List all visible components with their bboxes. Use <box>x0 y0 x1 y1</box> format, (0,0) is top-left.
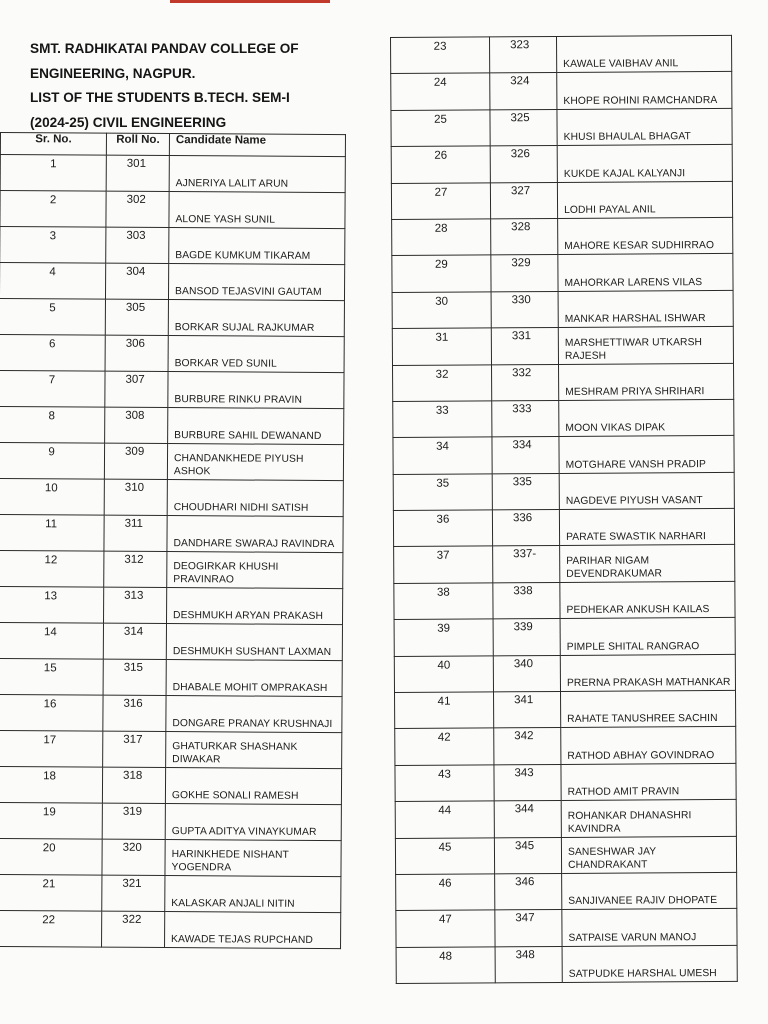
roll-no-cell: 304 <box>105 263 168 299</box>
table-row <box>0 478 343 516</box>
sr-no-cell: 46 <box>396 874 495 911</box>
roll-no-cell: 320 <box>102 839 165 875</box>
candidate-name-cell: LODHI PAYAL ANIL <box>557 181 732 218</box>
candidate-name-cell: ALONE YASH SUNIL <box>169 192 345 229</box>
sr-no-cell: 32 <box>393 364 492 401</box>
table-row <box>393 508 734 546</box>
table-row <box>391 35 732 73</box>
candidate-name-cell: BANSOD TEJASVINI GAUTAM <box>168 264 344 301</box>
sr-no-cell: 2 <box>0 191 106 228</box>
table-row <box>0 550 343 588</box>
table-row <box>394 545 735 583</box>
candidate-name-cell: KUKDE KAJAL KALYANJI <box>557 145 732 182</box>
roll-no-cell: 322 <box>102 911 165 947</box>
roll-no-cell: 339 <box>493 619 560 656</box>
table-row <box>0 406 344 444</box>
candidate-name-cell: BURBURE SAHIL DEWANAND <box>168 408 344 445</box>
table-row <box>0 802 341 840</box>
sr-no-cell: 40 <box>394 656 493 693</box>
student-table-left <box>0 132 346 949</box>
roll-no-cell: 340 <box>493 655 560 692</box>
sr-no-cell: 4 <box>0 263 106 300</box>
roll-no-cell: 333 <box>492 400 559 437</box>
candidate-name-cell: MAHORE KESAR SUDHIRRAO <box>558 217 733 254</box>
roll-no-cell: 331 <box>491 328 558 365</box>
candidate-name-cell: RATHOD AMIT PRAVIN <box>561 763 736 800</box>
header-sr-no: Sr. No. <box>0 133 106 156</box>
sr-no-cell: 43 <box>395 765 494 802</box>
roll-no-cell: 336 <box>492 510 559 547</box>
candidate-name-cell: DEOGIRKAR KHUSHI PRAVINRAO <box>167 552 343 589</box>
table-row <box>395 727 736 765</box>
sr-no-cell: 16 <box>0 694 103 731</box>
sr-no-cell: 38 <box>394 583 493 620</box>
candidate-name-cell: DHABALE MOHIT OMPRAKASH <box>166 660 342 697</box>
table-row <box>391 181 732 219</box>
table-row <box>394 618 735 656</box>
sr-no-cell: 1 <box>0 155 106 192</box>
table-row <box>0 227 345 265</box>
sr-no-cell: 8 <box>0 406 105 443</box>
table-row <box>0 514 343 552</box>
sr-no-cell: 17 <box>0 730 103 767</box>
candidate-name-cell: KAWALE VAIBHAV ANIL <box>556 35 731 72</box>
table-row <box>0 155 345 193</box>
roll-no-cell: 329 <box>491 255 558 292</box>
candidate-name-cell: SATPAISE VARUN MANOJ <box>562 909 737 946</box>
sr-no-cell: 25 <box>391 110 490 147</box>
roll-no-cell: 310 <box>104 479 167 515</box>
sr-no-cell: 23 <box>391 37 490 74</box>
sr-no-cell: 31 <box>392 328 491 365</box>
page-edge-stripe <box>170 0 330 3</box>
sr-no-cell: 30 <box>392 292 491 329</box>
candidate-name-cell: BURBURE RINKU PRAVIN <box>168 372 344 409</box>
table-row <box>395 763 736 801</box>
sr-no-cell: 24 <box>391 73 490 110</box>
sr-no-cell: 20 <box>0 838 102 875</box>
student-table-right <box>390 35 738 984</box>
sr-no-cell: 6 <box>0 334 105 371</box>
roll-no-cell: 314 <box>103 623 166 659</box>
sr-no-cell: 18 <box>0 766 103 803</box>
candidate-name-cell: RATHOD ABHAY GOVINDRAO <box>561 727 736 764</box>
table-row <box>391 108 732 146</box>
sr-no-cell: 48 <box>396 947 495 984</box>
candidate-name-cell: PEDHEKAR ANKUSH KAILAS <box>560 581 735 618</box>
candidate-name-cell: MOON VIKAS DIPAK <box>559 399 734 436</box>
table-row <box>393 436 734 474</box>
roll-no-cell: 330 <box>491 291 558 328</box>
table-row <box>0 334 344 372</box>
candidate-name-cell: DESHMUKH SUSHANT LAXMAN <box>166 624 342 661</box>
candidate-name-cell: HARINKHEDE NISHANT YOGENDRA <box>165 840 341 877</box>
roll-no-cell: 341 <box>494 692 561 729</box>
roll-no-cell: 302 <box>106 191 169 227</box>
college-name-line-1: SMT. RADHIKATAI PANDAV COLLEGE OF <box>30 41 299 56</box>
sr-no-cell: 35 <box>393 474 492 511</box>
sr-no-cell: 42 <box>395 728 494 765</box>
roll-no-cell: 324 <box>490 73 557 110</box>
sr-no-cell: 12 <box>0 550 104 587</box>
candidate-name-cell: GHATURKAR SHASHANK DIWAKAR <box>166 732 342 769</box>
candidate-name-cell: NAGDEVE PIYUSH VASANT <box>559 472 734 509</box>
sr-no-cell: 45 <box>395 837 494 874</box>
candidate-name-cell: AJNERIYA LALIT ARUN <box>169 156 345 193</box>
candidate-name-cell: KHOPE ROHINI RAMCHANDRA <box>557 72 732 109</box>
roll-no-cell: 345 <box>494 837 561 874</box>
candidate-name-cell: BORKAR SUJAL RAJKUMAR <box>168 300 344 337</box>
candidate-name-cell: DANDHARE SWARAJ RAVINDRA <box>167 516 343 553</box>
table-row <box>395 800 736 838</box>
roll-no-cell: 305 <box>105 299 168 335</box>
table-row <box>0 838 341 876</box>
table-row <box>396 872 737 910</box>
roll-no-cell: 344 <box>494 801 561 838</box>
table-row <box>392 327 733 365</box>
table-row <box>394 654 735 692</box>
sr-no-cell: 15 <box>0 658 103 695</box>
table-row <box>393 472 734 510</box>
table-row <box>0 694 342 732</box>
roll-no-cell: 323 <box>490 36 557 73</box>
roll-no-cell: 343 <box>494 764 561 801</box>
sr-no-cell: 11 <box>0 514 104 551</box>
candidate-name-cell: MESHRAM PRIYA SHRIHARI <box>559 363 734 400</box>
roll-no-cell: 318 <box>102 767 165 803</box>
sr-no-cell: 13 <box>0 586 104 623</box>
sr-no-cell: 29 <box>392 255 491 292</box>
roll-no-cell: 312 <box>104 551 167 587</box>
candidate-name-cell: DONGARE PRANAY KRUSHNAJI <box>166 696 342 733</box>
roll-no-cell: 342 <box>494 728 561 765</box>
roll-no-cell: 335 <box>492 473 559 510</box>
candidate-name-cell: BORKAR VED SUNIL <box>168 336 344 373</box>
sr-no-cell: 33 <box>393 401 492 438</box>
table-row <box>392 217 733 255</box>
roll-no-cell: 307 <box>105 371 168 407</box>
roll-no-cell: 325 <box>490 109 557 146</box>
table-row <box>0 263 345 301</box>
candidate-name-cell: KAWADE TEJAS RUPCHAND <box>165 912 341 949</box>
roll-no-cell: 321 <box>102 875 165 911</box>
roll-no-cell: 317 <box>103 731 166 767</box>
sr-no-cell: 14 <box>0 622 104 659</box>
candidate-name-cell: SANJIVANEE RAJIV DHOPATE <box>562 872 737 909</box>
roll-no-cell: 315 <box>103 659 166 695</box>
candidate-name-cell: CHOUDHARI NIDHI SATISH <box>167 480 343 517</box>
candidate-name-cell: PIMPLE SHITAL RANGRAO <box>560 618 735 655</box>
roll-no-cell: 301 <box>106 155 169 191</box>
roll-no-cell: 326 <box>490 146 557 183</box>
roll-no-cell: 348 <box>495 946 562 983</box>
table-row <box>0 766 342 804</box>
table-row <box>392 290 733 328</box>
header-roll-no: Roll No. <box>106 133 169 155</box>
sr-no-cell: 22 <box>0 910 102 947</box>
table-row <box>392 254 733 292</box>
table-row <box>393 363 734 401</box>
document-heading <box>30 37 350 135</box>
table-row <box>395 836 736 874</box>
candidate-name-cell: SATPUDKE HARSHAL UMESH <box>562 945 737 982</box>
table-row <box>0 874 341 912</box>
sr-no-cell: 27 <box>391 182 490 219</box>
roll-no-cell: 338 <box>493 582 560 619</box>
table-row <box>393 399 734 437</box>
roll-no-cell: 346 <box>495 873 562 910</box>
table-row <box>396 945 737 983</box>
sr-no-cell: 9 <box>0 442 105 479</box>
table-row <box>0 370 344 408</box>
roll-no-cell: 306 <box>105 335 168 371</box>
sr-no-cell: 10 <box>0 478 104 515</box>
list-title-line-2: (2024-25) CIVIL ENGINEERING <box>30 114 227 130</box>
table-row <box>0 442 344 480</box>
sr-no-cell: 21 <box>0 874 102 911</box>
table-row <box>0 658 342 696</box>
candidate-name-cell: PARATE SWASTIK NARHARI <box>559 508 734 545</box>
roll-no-cell: 334 <box>492 437 559 474</box>
sr-no-cell: 26 <box>391 146 490 183</box>
candidate-name-cell: BAGDE KUMKUM TIKARAM <box>169 228 345 265</box>
sr-no-cell: 39 <box>394 619 493 656</box>
table-row <box>0 586 343 624</box>
sr-no-cell: 19 <box>0 802 102 839</box>
candidate-name-cell: MOTGHARE VANSH PRADIP <box>559 436 734 473</box>
table-header-row <box>0 133 345 157</box>
roll-no-cell: 347 <box>495 910 562 947</box>
table-row <box>391 145 732 183</box>
roll-no-cell: 328 <box>491 218 558 255</box>
sr-no-cell: 5 <box>0 298 105 335</box>
table-row <box>394 581 735 619</box>
header-candidate-name: Candidate Name <box>169 134 345 157</box>
roll-no-cell: 309 <box>104 443 167 479</box>
roll-no-cell: 313 <box>104 587 167 623</box>
sr-no-cell: 44 <box>395 801 494 838</box>
sr-no-cell: 41 <box>395 692 494 729</box>
sr-no-cell: 34 <box>393 437 492 474</box>
roll-no-cell: 332 <box>492 364 559 401</box>
candidate-name-cell: MAHORKAR LARENS VILAS <box>558 254 733 291</box>
candidate-name-cell: GOKHE SONALI RAMESH <box>165 768 341 805</box>
candidate-name-cell: DESHMUKH ARYAN PRAKASH <box>167 588 343 625</box>
candidate-name-cell: KALASKAR ANJALI NITIN <box>165 876 341 913</box>
table-row <box>0 298 344 336</box>
table-row <box>396 909 737 947</box>
table-row <box>0 730 342 768</box>
candidate-name-cell: SANESHWAR JAY CHANDRAKANT <box>561 836 736 873</box>
list-title-line-1: LIST OF THE STUDENTS B.TECH. SEM-I <box>30 90 290 105</box>
sr-no-cell: 47 <box>396 910 495 947</box>
table-row <box>391 72 732 110</box>
sr-no-cell: 37 <box>394 546 493 583</box>
candidate-name-cell: MANKAR HARSHAL ISHWAR <box>558 290 733 327</box>
roll-no-cell: 327 <box>490 182 557 219</box>
candidate-name-cell: CHANDANKHEDE PIYUSH ASHOK <box>167 444 343 481</box>
roll-no-cell: 319 <box>102 803 165 839</box>
sr-no-cell: 28 <box>392 219 491 256</box>
roll-no-cell: 316 <box>103 695 166 731</box>
roll-no-cell: 308 <box>105 407 168 443</box>
candidate-name-cell: GUPTA ADITYA VINAYKUMAR <box>165 804 341 841</box>
college-name-line-2: ENGINEERING, NAGPUR. <box>30 65 196 81</box>
sr-no-cell: 3 <box>0 227 106 264</box>
roll-no-cell: 303 <box>106 227 169 263</box>
table-row <box>0 910 341 948</box>
sr-no-cell: 36 <box>393 510 492 547</box>
table-row <box>0 191 345 229</box>
roll-no-cell: 311 <box>104 515 167 551</box>
candidate-name-cell: KHUSI BHAULAL BHAGAT <box>557 108 732 145</box>
candidate-name-cell: RAHATE TANUSHREE SACHIN <box>561 690 736 727</box>
candidate-name-cell: MARSHETTIWAR UTKARSH RAJESH <box>558 327 733 364</box>
candidate-name-cell: PRERNA PRAKASH MATHANKAR <box>560 654 735 691</box>
sr-no-cell: 7 <box>0 370 105 407</box>
candidate-name-cell: PARIHAR NIGAM DEVENDRAKUMAR <box>560 545 735 582</box>
table-row <box>0 622 342 660</box>
roll-no-cell: 337- <box>493 546 560 583</box>
table-row <box>395 690 736 728</box>
candidate-name-cell: ROHANKAR DHANASHRI KAVINDRA <box>561 800 736 837</box>
